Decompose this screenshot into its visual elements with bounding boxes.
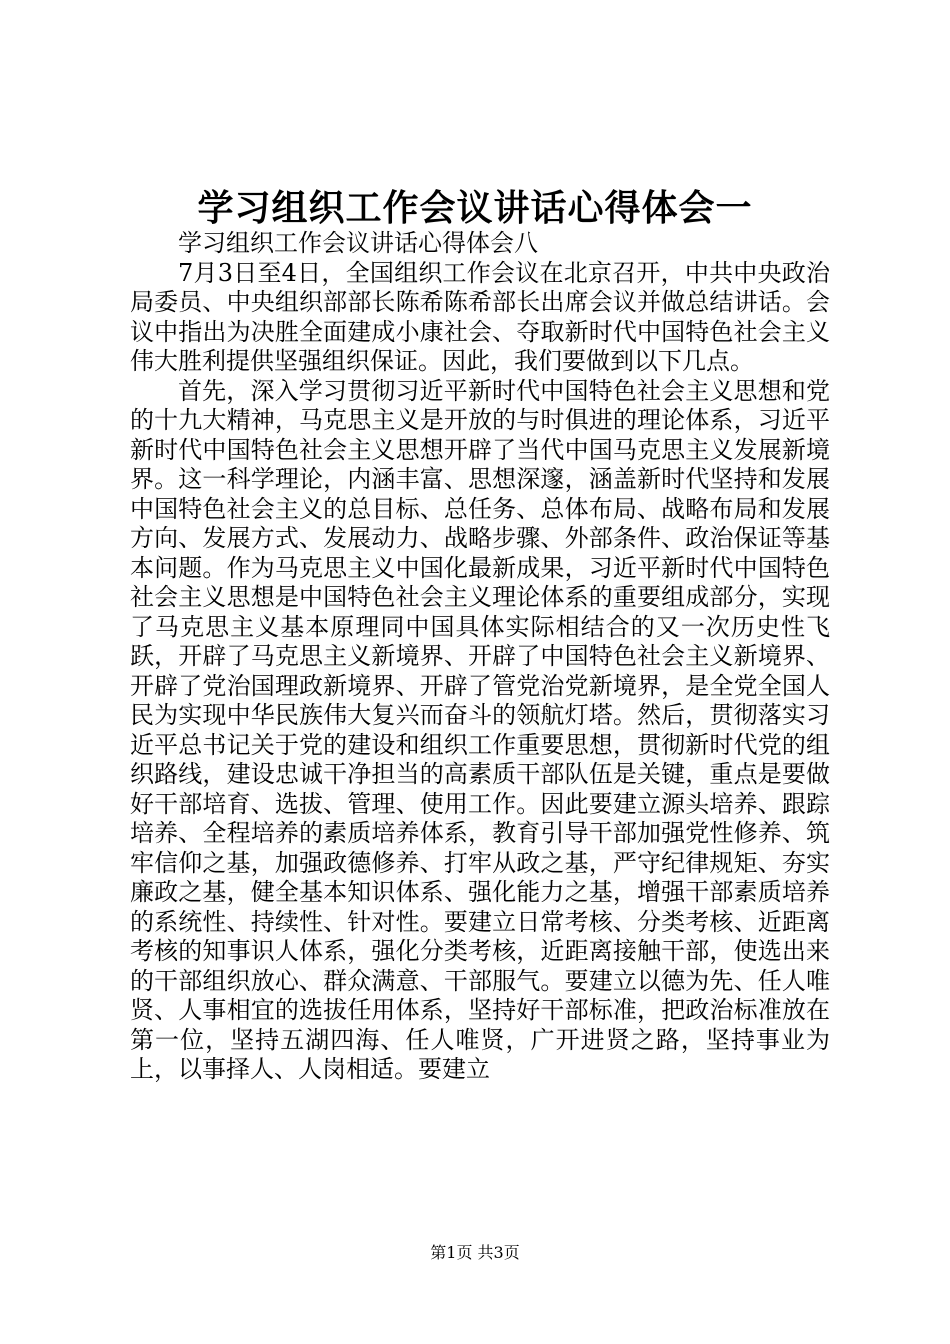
document-title: 学习组织工作会议讲话心得体会一 [197, 187, 753, 229]
subtitle-paragraph: 学习组织工作会议讲话心得体会八 [178, 229, 538, 257]
main-paragraph: 首先，深入学习贯彻习近平新时代中国特色社会主义思想和党的十九大精神，马克思主义是开放的与时俱进的理论体系，习近平新时代中国特色社会主义思想开辟了当代中国马克思主义发展新境界。这一科学理论，内涵丰富、思想深邃，涵盖新时代坚持和发展中国特色社会主义的总目标、总任务、总体布局、战略布局和发展方向、发展方式、发展动力、战略步骤、外部条件、政治保证等基本问题。作为马克思主义中国化最新成果，习近平新时代中国特色社会主义思想是中国特色社会主义理论体系的重要组成部分，实现了马克思主义基本原理同中国具体实际相结合的又一次历史性飞跃，开辟了马克思主义新境界、开辟了中国特色社会主义新境界、开辟了党治国理政新境界、开辟了管党治党新境界，是全党全国人民为实现中华民族伟大复兴而奋斗的领航灯塔。然后，贯彻落实习近平总书记关于党的建设和组织工作重要思想，贯彻新时代党的组织路线，建设忠诚干净担当的高素质干部队伍是关键，重点是要做好干部培育、选拔、管理、使用工作。因此要建立源头培养、跟踪培养、全程培养的素质培养体系，教育引导干部加强党性修养、筑牢信仰之基，加强政德修养、打牢从政之基，严守纪律规矩、夯实廉政之基，健全基本知识体系、强化能力之基，增强干部素质培养的系统性、持续性、针对性。要建立日常考核、分类考核、近距离考核的知事识人体系，强化分类考核，近距离接触干部，使选出来的干部组织放心、群众满意、干部服气。要建立以德为先、任人唯贤、人事相宜的选拔任用体系，坚持好干部标准，把政治标准放在第一位，坚持五湖四海、任人唯贤，广开进贤之路，坚持事业为上，以事择人、人岗相适。要建立 [130, 376, 830, 1083]
page-number-footer: 第1页 共3页 [430, 1243, 520, 1262]
intro-paragraph: 7月3日至4日，全国组织工作会议在北京召开，中共中央政治局委员、中央组织部部长陈希陈希部长出席会议并做总结讲话。会议中指出为决胜全面建成小康社会、夺取新时代中国特色社会主义伟大胜利提供坚强组织保证。因此，我们要做到以下几点。 [130, 258, 830, 375]
document-body [130, 229, 830, 1085]
